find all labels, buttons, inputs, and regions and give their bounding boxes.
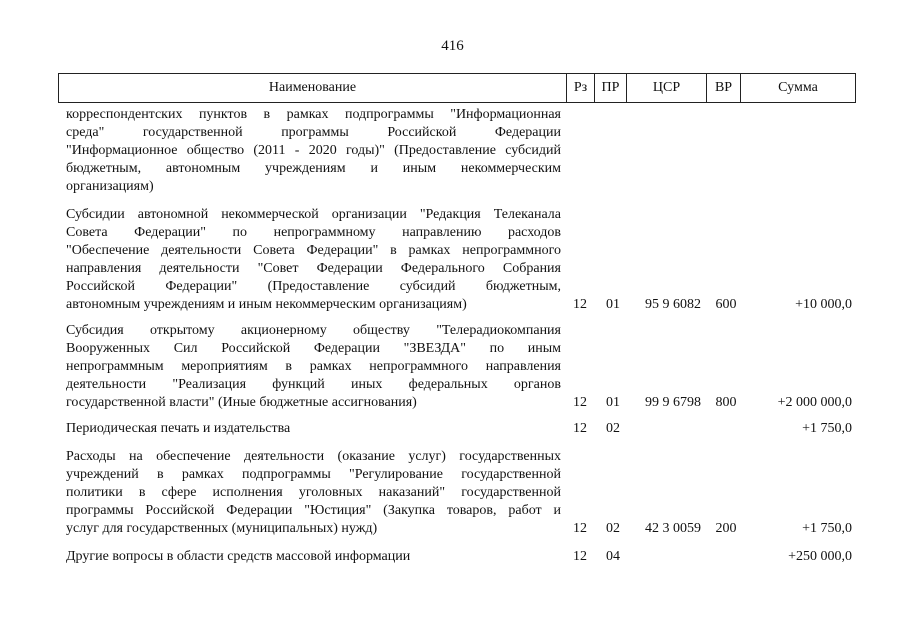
page-number: 416 (441, 38, 464, 54)
row-name-line: корреспондентских пунктов в рамках подпрограммы "Информационная (66, 107, 561, 122)
row-name-line: Совета Федерации" по непрограммному направлению расходов (66, 225, 561, 240)
row-name-line: бюджетным, автономным учреждениям и иным некоммерческим (66, 161, 561, 176)
row-name-line: автономным учреждениям и иным некоммерческим организациям) (66, 297, 467, 312)
cell-pr: 01 (606, 297, 620, 312)
row-name-line: "Обеспечение деятельности Совета Федерации" в рамках непрограммного (66, 243, 561, 258)
cell-rz: 12 (573, 421, 587, 436)
row-name-line: Субсидия открытому акционерному обществу "Телерадиокомпания (66, 323, 561, 338)
row-name-line: направления деятельности "Совет Федерации Федерального Собрания (66, 261, 561, 276)
cell-vr: 600 (715, 297, 737, 312)
cell-sum: +1 750,0 (802, 421, 852, 436)
header-name: Наименование (59, 74, 567, 102)
row-name-line: учреждений в рамках подпрограммы "Регулирование государственной (66, 467, 561, 482)
row-name (66, 322, 561, 412)
header-vr: ВР (707, 74, 741, 102)
cell-sum: +2 000 000,0 (777, 395, 852, 410)
row-name-line: организациям) (66, 179, 154, 194)
row-name-line: "Информационное общество (2011 - 2020 годы)" (Предоставление субсидий (66, 143, 561, 158)
cell-pr: 02 (606, 521, 620, 536)
cell-csr: 42 3 0059 (645, 521, 701, 536)
row-name-line: политики в сфере исполнения уголовных наказаний" государственной (66, 485, 561, 500)
cell-sum: +10 000,0 (795, 297, 852, 312)
cell-csr: 95 9 6082 (645, 297, 701, 312)
cell-pr: 01 (606, 395, 620, 410)
header-rz: Рз (567, 74, 595, 102)
table-row (0, 548, 905, 566)
cell-vr: 800 (715, 395, 737, 410)
cell-pr: 02 (606, 421, 620, 436)
cell-pr: 04 (606, 549, 620, 564)
row-name-line: Субсидии автономной некоммерческой организации "Редакция Телеканала (66, 207, 561, 222)
row-name (66, 106, 561, 196)
row-name-line: Периодическая печать и издательства (66, 421, 291, 436)
cell-rz: 12 (573, 549, 587, 564)
row-name-line: Другие вопросы в области средств массовой информации (66, 549, 411, 564)
table-header (58, 73, 856, 103)
row-name (66, 420, 561, 438)
row-name (66, 206, 561, 314)
header-sum: Сумма (778, 80, 818, 95)
row-name-line: государственной власти" (Иные бюджетные ассигнования) (66, 395, 417, 410)
table-row (0, 420, 905, 438)
cell-csr: 99 9 6798 (645, 395, 701, 410)
cell-sum: +1 750,0 (802, 521, 852, 536)
row-name (66, 448, 561, 538)
header-csr: ЦСР (627, 74, 707, 102)
table-row (0, 206, 905, 314)
row-name-line: деятельности "Реализация функций иных федеральных органов (66, 377, 561, 392)
header-pr: ПР (595, 74, 627, 102)
row-name-line: услуг для государственных (муниципальных) нужд) (66, 521, 378, 536)
row-name-line: непрограммным мероприятиям в рамках непрограммного направления (66, 359, 561, 374)
row-name-line: среда" государственной программы Российской Федерации (66, 125, 561, 140)
cell-rz: 12 (573, 395, 587, 410)
row-name (66, 548, 561, 566)
row-name-line: программы Российской Федерации "Юстиция" (Закупка товаров, работ и (66, 503, 561, 518)
cell-rz: 12 (573, 521, 587, 536)
table-row (0, 106, 905, 196)
cell-rz: 12 (573, 297, 587, 312)
cell-sum: +250 000,0 (788, 549, 852, 564)
row-name-line: Вооруженных Сил Российской Федерации "ЗВЕЗДА" по иным (66, 341, 561, 356)
row-name-line: Расходы на обеспечение деятельности (оказание услуг) государственных (66, 449, 561, 464)
table-row (0, 322, 905, 412)
table-row (0, 448, 905, 538)
cell-vr: 200 (715, 521, 737, 536)
row-name-line: Российской Федерации" (Предоставление субсидий бюджетным, (66, 279, 561, 294)
